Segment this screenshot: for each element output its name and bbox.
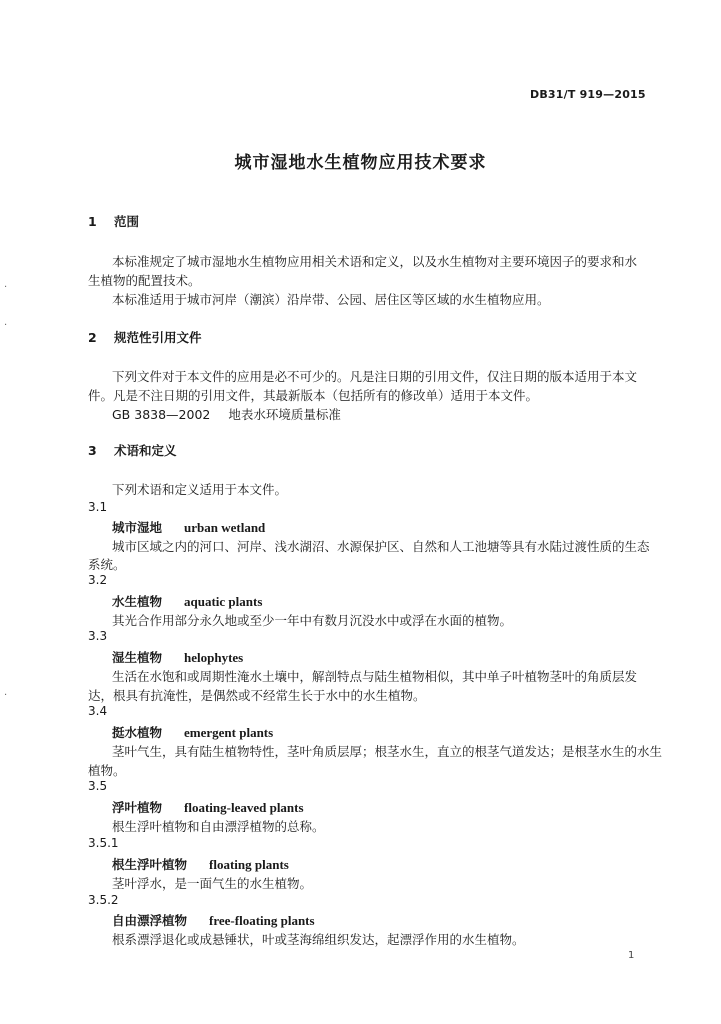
- terms-intro: 下列术语和定义适用于本文件。: [112, 482, 288, 497]
- term-entry: [112, 798, 304, 816]
- clause-number: 3.4: [88, 704, 108, 718]
- clause-number: 3.5.2: [88, 893, 119, 907]
- reference-code: GB 3838—2002: [112, 407, 211, 422]
- term-zh: 浮叶植物: [112, 800, 163, 815]
- term-en: floating-leaved plants: [184, 800, 304, 815]
- section-number: 1: [88, 214, 97, 229]
- term-zh: 自由漂浮植物: [112, 913, 188, 928]
- clause-number: 3.5.1: [88, 836, 119, 850]
- term-entry: [112, 855, 289, 873]
- term-definition-line-1: 城市区域之内的河口、河岸、浅水湖沼、水源保护区、自然和人工池塘等具有水陆过渡性质的生态: [112, 539, 650, 554]
- section-heading-terms: [88, 441, 177, 459]
- section-title: 规范性引用文件: [114, 330, 202, 345]
- section-number: 2: [88, 330, 97, 345]
- term-definition-line-2: 达，根具有抗淹性，是偶然或不经常生长于水中的水生植物。: [88, 688, 426, 703]
- term-zh: 根生浮叶植物: [112, 857, 188, 872]
- document-title: 城市湿地水生植物应用技术要求: [234, 153, 487, 173]
- clause-number: 3.5: [88, 779, 108, 793]
- term-en: floating plants: [209, 857, 289, 872]
- term-definition-line-1: 根系漂浮退化或成悬锤状，叶或茎海绵组织发达，起漂浮作用的水生植物。: [112, 932, 525, 947]
- term-zh: 挺水植物: [112, 725, 163, 740]
- scope-paragraph-1-line-1: 本标准规定了城市湿地水生植物应用相关术语和定义，以及水生植物对主要环境因子的要求和水: [112, 254, 638, 269]
- term-zh: 水生植物: [112, 594, 163, 609]
- term-definition-line-2: 植物。: [88, 763, 126, 778]
- page-number: 1: [628, 950, 635, 961]
- term-definition-line-1: 生活在水饱和或周期性淹水土壤中，解剖特点与陆生植物相似，其中单子叶植物茎叶的角质层发: [112, 669, 638, 684]
- normative-line-1: 下列文件对于本文件的应用是必不可少的。凡是注日期的引用文件，仅注日期的版本适用于本文: [112, 369, 638, 384]
- clause-number: 3.3: [88, 629, 108, 643]
- term-definition-line-1: 茎叶气生，具有陆生植物特性，茎叶角质层厚；根茎水生，直立的根茎气道发达；是根茎水生的水生: [112, 744, 663, 759]
- standard-number: DB31/T 919—2015: [530, 88, 646, 101]
- term-definition-line-1: 其光合作用部分永久地或至少一年中有数月沉没水中或浮在水面的植物。: [112, 613, 513, 628]
- term-en: helophytes: [184, 650, 244, 665]
- normative-reference: [112, 405, 341, 423]
- term-en: emergent plants: [184, 725, 274, 740]
- term-entry: [112, 648, 243, 666]
- term-entry: [112, 723, 273, 741]
- reference-name: 地表水环境质量标准: [228, 407, 341, 422]
- scan-speck: ·: [4, 320, 8, 331]
- scan-speck: ·: [4, 690, 8, 701]
- section-heading-normative: [88, 328, 202, 346]
- term-en: aquatic plants: [184, 594, 263, 609]
- term-definition-line-1: 根生浮叶植物和自由漂浮植物的总称。: [112, 819, 325, 834]
- scope-paragraph-2: 本标准适用于城市河岸（潮滨）沿岸带、公园、居住区等区域的水生植物应用。: [112, 292, 550, 307]
- clause-number: 3.1: [88, 500, 108, 514]
- term-en: free-floating plants: [209, 913, 315, 928]
- term-entry: [112, 911, 315, 929]
- clause-number: 3.2: [88, 573, 108, 587]
- term-entry: [112, 592, 262, 610]
- term-definition-line-2: 系统。: [88, 557, 126, 572]
- term-entry: [112, 518, 265, 536]
- scan-speck: ·: [4, 282, 8, 293]
- term-zh: 湿生植物: [112, 650, 163, 665]
- term-zh: 城市湿地: [112, 520, 163, 535]
- section-title: 范围: [114, 214, 140, 229]
- section-title: 术语和定义: [114, 443, 177, 458]
- section-heading-scope: [88, 212, 139, 230]
- term-definition-line-1: 茎叶浮水，是一面气生的水生植物。: [112, 876, 313, 891]
- normative-line-2: 件。凡是不注日期的引用文件，其最新版本（包括所有的修改单）适用于本文件。: [88, 388, 539, 403]
- section-number: 3: [88, 443, 97, 458]
- term-en: urban wetland: [184, 520, 266, 535]
- scope-paragraph-1-line-2: 生植物的配置技术。: [88, 273, 201, 288]
